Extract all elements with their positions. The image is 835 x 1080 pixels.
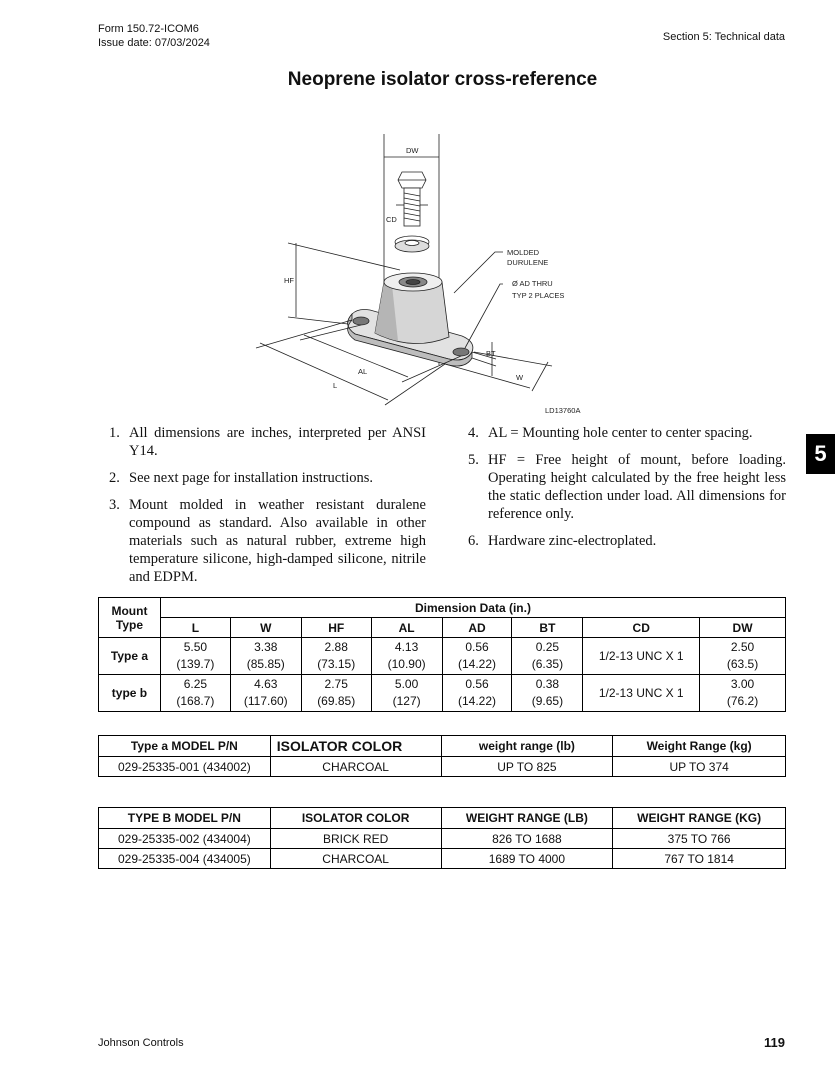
section-label: Section 5: Technical data [662, 31, 785, 43]
page-header-left [98, 22, 210, 50]
col-header: Weight Range (kg) [613, 736, 786, 757]
value-in: 5.50 [183, 640, 208, 654]
note-number: 4. [468, 425, 479, 441]
table-cell: UP TO 825 [441, 757, 613, 777]
value-in: 4.13 [394, 640, 419, 654]
mount-type: Type a [99, 638, 161, 675]
note-4 [468, 424, 786, 442]
note-3 [109, 496, 426, 586]
value-mm: (85.85) [246, 657, 285, 671]
col-header: WEIGHT RANGE (KG) [613, 808, 786, 829]
col-header: ISOLATOR COLOR [270, 736, 441, 757]
table-cell: 1/2-13 UNC X 1 [583, 638, 700, 675]
table-cell [512, 675, 583, 712]
table-cell [371, 675, 442, 712]
col-header: Type a MODEL P/N [99, 736, 271, 757]
table-cell [700, 638, 786, 675]
col-header: L [160, 618, 230, 638]
note-text: AL = Mounting hole center to center spacing. [488, 425, 753, 441]
table-cell [442, 675, 512, 712]
mount-type-header: Mount Type [99, 598, 161, 638]
note-number: 1. [109, 425, 120, 441]
al-label: AL [358, 367, 368, 376]
table-cell [301, 675, 371, 712]
table-row [99, 849, 786, 869]
note-5 [468, 451, 786, 523]
value-in: 5.00 [394, 677, 419, 691]
value-in: 0.25 [535, 640, 560, 654]
table-cell: 1689 TO 4000 [441, 849, 613, 869]
value-mm: (76.2) [726, 694, 759, 708]
page-title: Neoprene isolator cross-reference [287, 69, 598, 90]
value-in: 4.63 [254, 677, 278, 691]
col-header: CD [583, 618, 700, 638]
value-mm: (139.7) [176, 657, 215, 671]
table-cell: 375 TO 766 [613, 829, 786, 849]
table-cell [230, 675, 301, 712]
value-in: 3.00 [730, 677, 755, 691]
note-1 [109, 424, 426, 460]
table-cell [700, 675, 786, 712]
type-b-model-table [98, 807, 786, 869]
table-cell [301, 638, 371, 675]
table-cell: 029-25335-004 (434005) [99, 849, 271, 869]
col-header: weight range (lb) [441, 736, 613, 757]
isolator-drawing [240, 130, 600, 420]
page-number: 119 [764, 1035, 785, 1050]
col-header: HF [301, 618, 371, 638]
value-in: 3.38 [254, 640, 278, 654]
note-text: Hardware zinc-electroplated. [488, 533, 657, 549]
table-cell: UP TO 374 [613, 757, 786, 777]
note-text: Mount molded in weather resistant duralene compound as standard. Also available in other materials such as natural rubber, extreme high temperature silicone, high-damped silicone, nitrile and EDPM. [129, 497, 426, 585]
value-in: 0.56 [465, 640, 489, 654]
w-label: W [516, 373, 524, 382]
form-number: Form 150.72-ICOM6 [98, 23, 199, 35]
table-cell: CHARCOAL [270, 849, 441, 869]
value-mm: (14.22) [458, 657, 497, 671]
value-mm: (63.5) [726, 657, 759, 671]
l-label: L [333, 381, 338, 390]
bt-label: BT [486, 349, 496, 358]
ad-label-1: Ø AD THRU [512, 279, 553, 288]
col-header: BT [512, 618, 583, 638]
table-cell: 826 TO 1688 [441, 829, 613, 849]
value-mm: (9.65) [531, 694, 564, 708]
dw-label: DW [406, 146, 419, 155]
drawing-code: LD13760A [545, 406, 581, 415]
table-cell: 1/2-13 UNC X 1 [583, 675, 700, 712]
table-cell: BRICK RED [270, 829, 441, 849]
mount-type: type b [99, 675, 161, 712]
value-mm: (73.15) [317, 657, 356, 671]
col-header: TYPE B MODEL P/N [99, 808, 271, 829]
note-text: See next page for installation instructions. [129, 470, 374, 486]
value-mm: (14.22) [458, 694, 497, 708]
note-number: 2. [109, 470, 120, 486]
table-row [99, 829, 786, 849]
col-header: W [230, 618, 301, 638]
cd-label: CD [386, 215, 397, 224]
value-in: 0.38 [535, 677, 560, 691]
note-6 [468, 532, 786, 550]
table-cell [160, 638, 230, 675]
table-cell: 029-25335-001 (434002) [99, 757, 271, 777]
note-number: 3. [109, 497, 120, 513]
value-in: 6.25 [183, 677, 208, 691]
value-in: 2.75 [324, 677, 348, 691]
col-header: AD [442, 618, 512, 638]
value-in: 2.88 [324, 640, 348, 654]
table-cell: 767 TO 1814 [613, 849, 786, 869]
value-mm: (117.60) [243, 694, 288, 708]
notes-left [109, 424, 426, 595]
dimension-table [98, 597, 786, 712]
col-header: ISOLATOR COLOR [270, 808, 441, 829]
col-header: AL [371, 618, 442, 638]
table-cell [512, 638, 583, 675]
notes-right [468, 424, 786, 559]
col-header: WEIGHT RANGE (LB) [441, 808, 613, 829]
value-mm: (10.90) [387, 657, 426, 671]
section-tab: 5 [806, 434, 835, 474]
value-mm: (168.7) [176, 694, 215, 708]
table-cell: CHARCOAL [270, 757, 441, 777]
col-header: DW [700, 618, 786, 638]
molded-label-1: MOLDED [507, 248, 540, 257]
table-cell [160, 675, 230, 712]
value-in: 0.56 [465, 677, 489, 691]
note-number: 6. [468, 533, 479, 549]
company-name: Johnson Controls [98, 1037, 184, 1049]
dimension-caption: Dimension Data (in.) [160, 598, 785, 618]
table-cell [442, 638, 512, 675]
table-cell [371, 638, 442, 675]
note-number: 5. [468, 452, 479, 468]
note-text: HF = Free height of mount, before loading. Operating height calculated by the free height less the static deflection under load. All dimensions for reference only. [488, 452, 786, 522]
table-row [99, 675, 786, 712]
issue-date: Issue date: 07/03/2024 [98, 37, 210, 49]
value-mm: (69.85) [317, 694, 356, 708]
note-text: All dimensions are inches, interpreted per ANSI Y14. [129, 425, 426, 459]
table-cell: 029-25335-002 (434004) [99, 829, 271, 849]
table-cell [230, 638, 301, 675]
value-mm: (127) [392, 694, 421, 708]
value-in: 2.50 [730, 640, 755, 654]
note-2 [109, 469, 426, 487]
table-row [99, 757, 786, 777]
hf-label: HF [284, 276, 294, 285]
table-row [99, 638, 786, 675]
molded-label-2: DURULENE [507, 258, 549, 267]
value-mm: (6.35) [531, 657, 564, 671]
type-a-model-table [98, 735, 786, 777]
ad-label-2: TYP 2 PLACES [512, 291, 565, 300]
